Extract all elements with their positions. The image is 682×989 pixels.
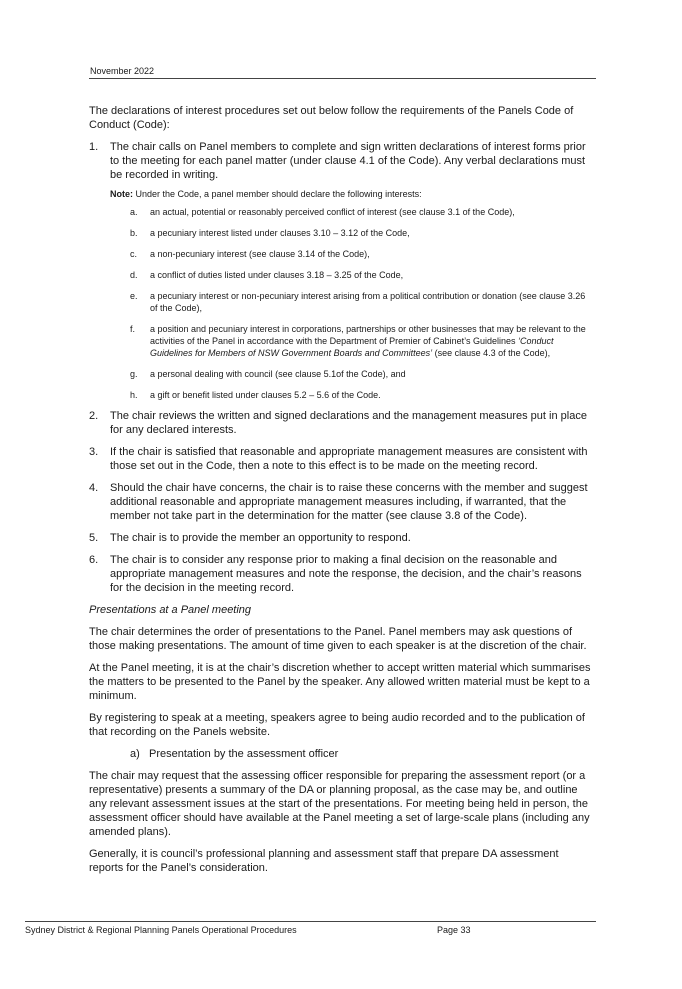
list-item-text: The chair is to provide the member an opportunity to respond. <box>110 532 411 544</box>
paragraph: The chair may request that the assessing officer responsible for preparing the assessment report (or a representative) presents a summary of the DA or planning proposal, as the case may be, and outline any relevant assessment issues at the start of the presentations. For meeting being held in person, the assessment officer should have available at the Panel meeting a set of large-scale plans (including any amended plans). <box>89 770 590 838</box>
list-item-text: a gift or benefit listed under clauses 5.2 – 5.6 of the Code. <box>150 390 381 400</box>
list-item <box>110 323 595 359</box>
note <box>110 188 595 200</box>
section-heading: Presentations at a Panel meeting <box>89 604 252 616</box>
list-item-text: a conflict of duties listed under clauses 3.18 – 3.25 of the Code, <box>150 270 404 280</box>
paragraph: By registering to speak at a meeting, speakers agree to being audio recorded and to the publication of that recording on the Panels website. <box>89 712 585 738</box>
paragraph: The chair determines the order of presentations to the Panel. Panel members may ask questions of those making presentations. The amount of time given to each speaker is at the discretion of the chair. <box>89 626 587 652</box>
list-item <box>89 140 595 401</box>
note-label: Note: <box>110 189 133 199</box>
list-item-text: a personal dealing with council (see clause 5.1of the Code), and <box>150 369 406 379</box>
list-item-text: a non-pecuniary interest (see clause 3.14 of the Code), <box>150 249 370 259</box>
subsection-heading <box>89 747 595 761</box>
list-item <box>89 445 595 473</box>
header-date: November 2022 <box>90 66 155 76</box>
list-marker: g. <box>130 369 138 379</box>
list-marker: 3. <box>89 446 99 458</box>
intro-paragraph: The declarations of interest procedures set out below follow the requirements of the Panels Code of Conduct (Code): <box>89 105 574 131</box>
list-item-text: The chair is to consider any response prior to making a final decision on the reasonable and appropriate management measures and note the response, the decision, and the chair’s reasons for the decision in the meeting record. <box>110 554 582 594</box>
header-divider <box>89 78 596 79</box>
page-content <box>89 104 595 883</box>
list-marker: a. <box>130 207 138 217</box>
list-item-text: a pecuniary interest or non-pecuniary interest arising from a political contribution or donation (see clause 3.26 of the Code), <box>150 291 586 313</box>
page-number: Page 33 <box>437 925 471 935</box>
note-block <box>110 188 595 401</box>
list-item-text: a position and pecuniary interest in corporations, partnerships or other businesses that may be relevant to the activities of the Panel in accordance with the Department of Premier of Cabinet’s Guidelines <box>150 324 586 346</box>
list-marker: 5. <box>89 532 99 544</box>
list-marker: f. <box>130 324 136 334</box>
list-marker: d. <box>130 270 138 280</box>
list-marker: a) <box>130 748 140 760</box>
note-text: Under the Code, a panel member should declare the following interests: <box>133 189 422 199</box>
footer-divider <box>25 921 596 922</box>
list-item <box>110 227 595 239</box>
declaration-steps-list <box>89 140 595 595</box>
guideline-title: ‘Conduct Guidelines for Members of NSW Government Boards and Committees’ <box>150 336 554 358</box>
list-marker: 4. <box>89 482 99 494</box>
list-item-text-end: (see clause 4.3 of the Code), <box>432 348 551 358</box>
list-marker: e. <box>130 291 138 301</box>
list-marker: 1. <box>89 141 99 153</box>
interests-list <box>110 206 595 401</box>
list-item <box>89 531 595 545</box>
list-item <box>89 553 595 595</box>
list-item-text: The chair calls on Panel members to complete and sign written declarations of interest forms prior to the meeting for each panel matter (under clause 4.1 of the Code). Any verbal declarations must be recorded in writing. <box>110 141 586 181</box>
list-item-text: an actual, potential or reasonably perceived conflict of interest (see clause 3.1 of the Code), <box>150 207 515 217</box>
list-marker: b. <box>130 228 138 238</box>
footer-title: Sydney District & Regional Planning Panels Operational Procedures <box>25 925 297 935</box>
paragraph: At the Panel meeting, it is at the chair’s discretion whether to accept written material which summarises the matters to be presented to the Panel by the speaker. Any allowed written material must be kept to a minimum. <box>89 662 591 702</box>
list-item <box>110 389 595 401</box>
list-marker: 6. <box>89 554 99 566</box>
list-item <box>110 290 595 314</box>
list-item-text: If the chair is satisfied that reasonable and appropriate management measures are consistent with those set out in the Code, then a note to this effect is to be made on the meeting record. <box>110 446 588 472</box>
list-item <box>89 409 595 437</box>
list-item <box>89 481 595 523</box>
list-item <box>110 206 595 218</box>
list-marker: c. <box>130 249 138 259</box>
subsection-heading-text: Presentation by the assessment officer <box>149 748 339 760</box>
list-item-text: Should the chair have concerns, the chair is to raise these concerns with the member and suggest additional reasonable and appropriate management measures including, if warranted, that the member not take part in the determination for the matter (see clause 3.8 of the Code). <box>110 482 588 522</box>
list-item-text: a pecuniary interest listed under clauses 3.10 – 3.12 of the Code, <box>150 228 410 238</box>
list-item <box>110 269 595 281</box>
list-item <box>110 368 595 380</box>
paragraph: Generally, it is council’s professional planning and assessment staff that prepare DA assessment reports for the Panel’s consideration. <box>89 848 559 874</box>
list-marker: h. <box>130 390 138 400</box>
list-item-text: The chair reviews the written and signed declarations and the management measures put in place for any declared interests. <box>110 410 587 436</box>
list-item <box>110 248 595 260</box>
list-marker: 2. <box>89 410 99 422</box>
